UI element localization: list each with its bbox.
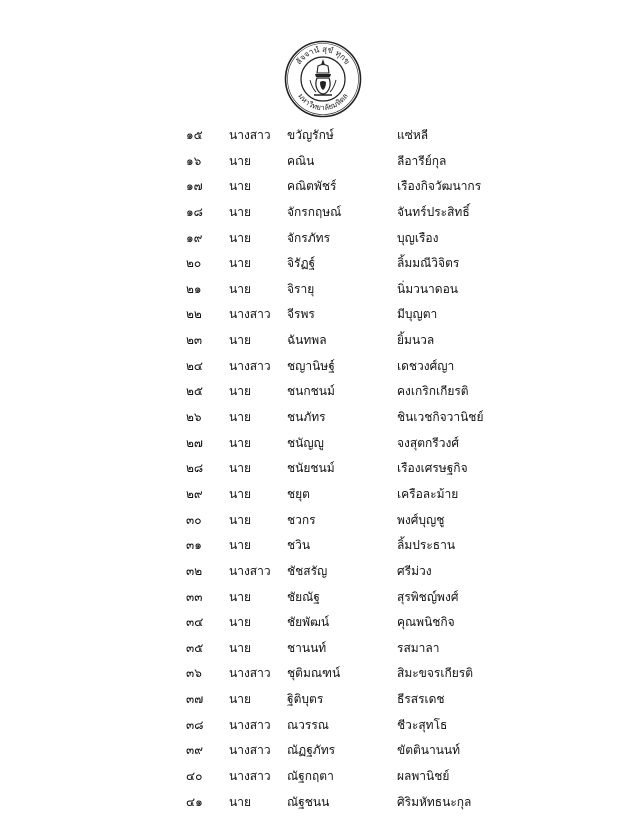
row-title: นาย (229, 410, 251, 425)
list-item (0, 585, 633, 611)
row-last-name: เครือละม้าย (397, 486, 459, 501)
row-title: นางสาว (229, 717, 271, 732)
list-item (0, 661, 633, 687)
row-first-name: ชนกชนม์ (287, 384, 335, 399)
row-number: ๒๒ (186, 307, 202, 322)
row-first-name: ชนัญญู (287, 435, 324, 450)
row-title: นาย (229, 230, 251, 245)
seal-top-text: สัจจานํ สุขํ ทุกข (294, 44, 352, 67)
row-last-name: แซ่หลี (397, 128, 429, 142)
row-last-name: เรืองกิจวัฒนากร (397, 179, 482, 194)
row-number: ๓๘ (186, 717, 204, 732)
name-list (0, 123, 633, 815)
row-last-name: รสมาลา (397, 640, 440, 655)
list-item (0, 738, 633, 764)
list-item (0, 687, 633, 713)
row-first-name: จิรายุ (287, 281, 315, 296)
list-item (0, 226, 633, 252)
row-number: ๓๐ (186, 512, 202, 527)
list-item (0, 302, 633, 328)
row-last-name: คงเกริกเกียรติ (397, 384, 469, 399)
row-first-name: จักรภัทร (287, 230, 331, 245)
row-number: ๓๔ (186, 615, 204, 630)
row-number: ๒๗ (186, 435, 203, 450)
row-first-name: ชนัยชนม์ (287, 461, 335, 476)
row-last-name: จันทร์ประสิทธิ์ (397, 204, 470, 219)
row-first-name: ณัฐชนน (287, 794, 330, 809)
row-first-name: ชนภัทร (287, 410, 326, 425)
row-first-name: จีรพร (287, 307, 315, 322)
row-number: ๔๐ (186, 769, 203, 784)
list-item (0, 328, 633, 354)
row-title: นางสาว (229, 307, 271, 322)
row-number: ๒๔ (186, 358, 203, 373)
row-number: ๓๑ (186, 538, 202, 553)
row-last-name: ศิริมหัทธนะกุล (397, 794, 472, 809)
row-last-name: ธีรสรเดช (397, 692, 445, 707)
row-title: นาย (229, 333, 251, 348)
row-title: นางสาว (229, 563, 271, 578)
row-title: นางสาว (229, 128, 271, 142)
row-first-name: ชญานิษฐ์ (287, 358, 335, 373)
row-number: ๓๒ (186, 563, 203, 578)
row-number: ๑๖ (186, 153, 202, 168)
row-number: ๒๕ (186, 384, 203, 399)
row-number: ๒๓ (186, 333, 203, 348)
list-item (0, 508, 633, 534)
row-first-name: ณวรรณ (287, 717, 329, 732)
row-first-name: คณิตพัชร์ (287, 179, 337, 194)
row-first-name: ชัชสรัญ (287, 563, 328, 578)
row-last-name: ลิ้มประธาน (397, 538, 456, 553)
row-last-name: เดชวงศ์ญา (397, 358, 455, 373)
row-title: นาย (229, 512, 251, 527)
row-first-name: ชัยพัฒน์ (287, 615, 330, 630)
row-first-name: ชัยณัฐ (287, 589, 320, 604)
row-title: นาย (229, 435, 251, 450)
list-item (0, 713, 633, 739)
list-item (0, 405, 633, 431)
row-title: นาย (229, 538, 251, 553)
row-last-name: ผลพานิชย์ (397, 769, 450, 784)
row-first-name: ณัฏฐภัทร (287, 743, 336, 758)
row-first-name: ขวัญรักษ์ (287, 128, 334, 142)
row-last-name: สุรพิชญ์พงศ์ (397, 589, 459, 604)
row-first-name: ชานนท์ (287, 640, 327, 655)
row-title: นาย (229, 692, 251, 707)
row-last-name: เรืองเศรษฐกิจ (397, 461, 468, 476)
list-item (0, 354, 633, 380)
row-last-name: ยิ้มนวล (397, 333, 435, 348)
row-first-name: คณิน (287, 153, 315, 168)
list-item (0, 456, 633, 482)
row-first-name: ฉันทพล (287, 333, 327, 348)
row-first-name: ณัฐกฤตา (287, 769, 334, 784)
university-seal-icon (284, 40, 362, 118)
row-first-name: ชยุต (287, 486, 310, 501)
row-title: นาย (229, 615, 251, 630)
row-number: ๑๙ (186, 230, 203, 245)
row-last-name: ขัตตินานนท์ (397, 743, 461, 758)
list-item (0, 174, 633, 200)
row-last-name: สิมะขจรเกียรติ (397, 666, 473, 681)
row-title: นาย (229, 256, 251, 271)
row-last-name: มีบุญตา (397, 307, 438, 322)
row-title: นาย (229, 153, 251, 168)
row-number: ๓๙ (186, 743, 203, 758)
row-number: ๓๗ (186, 692, 204, 707)
row-last-name: จงสุตกรีวงศ์ (397, 435, 459, 450)
row-first-name: ฐิติบุตร (287, 692, 324, 707)
list-item (0, 559, 633, 585)
row-number: ๒๙ (186, 486, 203, 501)
list-item (0, 379, 633, 405)
row-title: นาย (229, 589, 251, 604)
row-last-name: บุญเรือง (397, 230, 439, 245)
row-title: นางสาว (229, 666, 271, 681)
row-number: ๔๑ (186, 794, 203, 809)
row-first-name: จักรกฤษณ์ (287, 204, 342, 219)
row-number: ๒๑ (186, 281, 202, 296)
row-number: ๒๖ (186, 410, 202, 425)
row-title: นาย (229, 486, 251, 501)
list-item (0, 533, 633, 559)
list-item (0, 610, 633, 636)
row-last-name: คุณพนิชกิจ (397, 615, 455, 630)
row-number: ๑๗ (186, 179, 203, 194)
row-title: นาย (229, 794, 251, 809)
row-title: นาย (229, 281, 251, 296)
row-number: ๓๖ (186, 666, 202, 681)
row-title: นางสาว (229, 358, 271, 373)
row-number: ๒๘ (186, 461, 204, 476)
row-title: นาย (229, 461, 251, 476)
row-last-name: ลิ้มมณีวิจิตร (397, 256, 460, 271)
row-last-name: พงศ์บุญชู (397, 512, 445, 527)
row-number: ๓๕ (186, 640, 204, 655)
row-last-name: ชินเวชกิจวานิชย์ (397, 410, 484, 425)
list-item (0, 149, 633, 175)
row-title: นาย (229, 179, 251, 194)
list-item (0, 251, 633, 277)
row-title: นาย (229, 640, 251, 655)
list-item (0, 123, 633, 149)
row-title: นาย (229, 204, 251, 219)
row-first-name: ชวิน (287, 538, 311, 553)
row-first-name: ชุติมณฑน์ (287, 666, 341, 681)
row-title: นางสาว (229, 743, 271, 758)
seal-bottom-text: มหาวิทยาลัยมหิดล (296, 91, 350, 113)
row-last-name: ชีวะสุทโธ (397, 717, 448, 732)
list-item (0, 277, 633, 303)
list-item (0, 482, 633, 508)
row-number: ๑๘ (186, 204, 203, 219)
row-number: ๓๓ (186, 589, 203, 604)
row-last-name: นิ่มวนาดอน (397, 281, 458, 296)
row-last-name: ลีอารีย์กุล (397, 153, 447, 168)
list-item (0, 636, 633, 662)
list-item (0, 200, 633, 226)
row-title: นางสาว (229, 769, 271, 784)
list-item (0, 431, 633, 457)
row-last-name: ศรีม่วง (397, 563, 432, 578)
row-number: ๒๐ (186, 256, 202, 271)
row-first-name: ชวกร (287, 512, 316, 527)
row-title: นาย (229, 384, 251, 399)
list-item (0, 764, 633, 790)
list-item (0, 790, 633, 816)
row-number: ๑๕ (186, 128, 203, 142)
row-first-name: จิรัฏฐ์ (287, 256, 316, 271)
